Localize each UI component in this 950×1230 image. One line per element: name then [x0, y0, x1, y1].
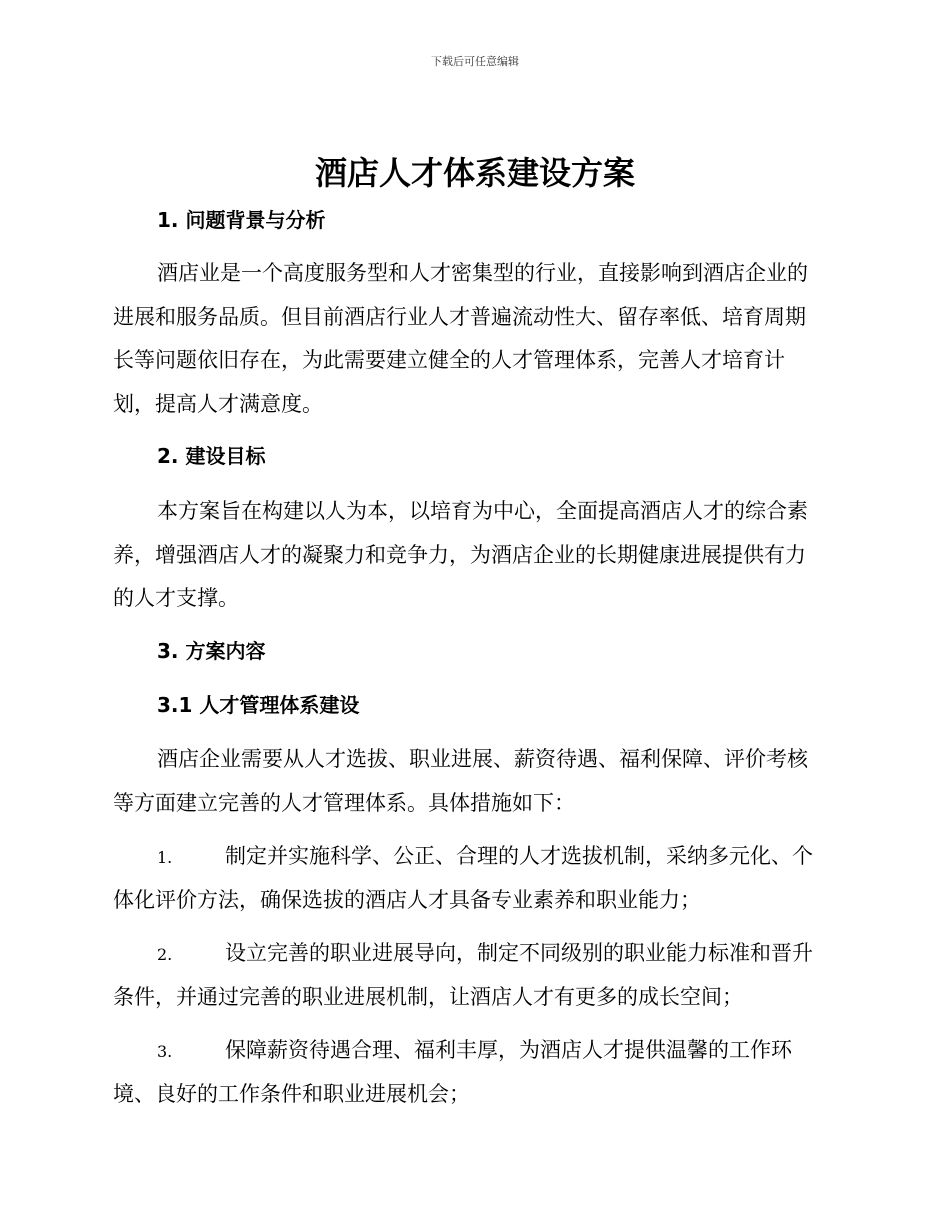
list-item-number: 1.: [157, 848, 173, 867]
paragraph-line: 进展和服务品质。但目前酒店行业人才普遍流动性大、留存率低、培育周期: [113, 304, 806, 329]
list-item-first-line: [113, 932, 838, 976]
list-item-text: 设立完善的职业进展导向，制定不同级别的职业能力标准和晋升: [225, 941, 813, 965]
list-item-number: 3.: [157, 1042, 173, 1061]
paragraph-line: 养，增强酒店人才的凝聚力和竞争力，为酒店企业的长期健康进展提供有力: [113, 542, 806, 567]
paragraph-line: 酒店企业需要从人才选拔、职业进展、薪资待遇、福利保障、评价考核: [157, 747, 808, 771]
section-paragraph-goals: [113, 490, 838, 621]
section-paragraph-background: [113, 252, 838, 426]
paragraph-line: 酒店业是一个高度服务型和人才密集型的行业，直接影响到酒店企业的: [157, 261, 808, 285]
list-item-number: 2.: [157, 945, 173, 964]
list-item-text: 制定并实施科学、公正、合理的人才选拔机制，采纳多元化、个: [225, 844, 813, 868]
paragraph-line: 的人才支撑。: [113, 586, 239, 610]
paragraph-line: 本方案旨在构建以人为本，以培育为中心，全面提高酒店人才的综合素: [157, 499, 808, 523]
list-item-first-line: [113, 1029, 838, 1073]
page-header-note: 下载后可任意编辑: [431, 55, 519, 68]
list-item-first-line: [113, 835, 838, 879]
paragraph-line: 划，提高人才满意度。: [113, 391, 323, 416]
section-heading-goals: 2. 建设目标: [157, 444, 266, 468]
document-title: 酒店人才体系建设方案: [314, 154, 635, 192]
subsection-heading-talent-management: 3.1 人才管理体系建设: [157, 693, 360, 717]
subsection-paragraph-talent-management: [113, 738, 838, 825]
list-item-text: 保障薪资待遇合理、福利丰厚，为酒店人才提供温馨的工作环: [225, 1038, 792, 1062]
list-item: [113, 1029, 838, 1116]
list-item: [113, 932, 838, 1019]
list-item: [113, 835, 838, 922]
section-heading-content: 3. 方案内容: [157, 639, 266, 663]
list-item-line: 体化评价方法，确保选拔的酒店人才具备专业素养和职业能力；: [113, 887, 701, 912]
section-heading-background: 1. 问题背景与分析: [157, 208, 326, 232]
paragraph-line: 长等问题依旧存在，为此需要建立健全的人才管理体系，完善人才培育计: [113, 348, 785, 372]
list-item-line: 境、良好的工作条件和职业进展机会；: [113, 1081, 470, 1106]
paragraph-line: 等方面建立完善的人才管理体系。具体措施如下：: [113, 790, 575, 815]
list-item-line: 条件，并通过完善的职业进展机制，让酒店人才有更多的成长空间；: [113, 984, 743, 1009]
